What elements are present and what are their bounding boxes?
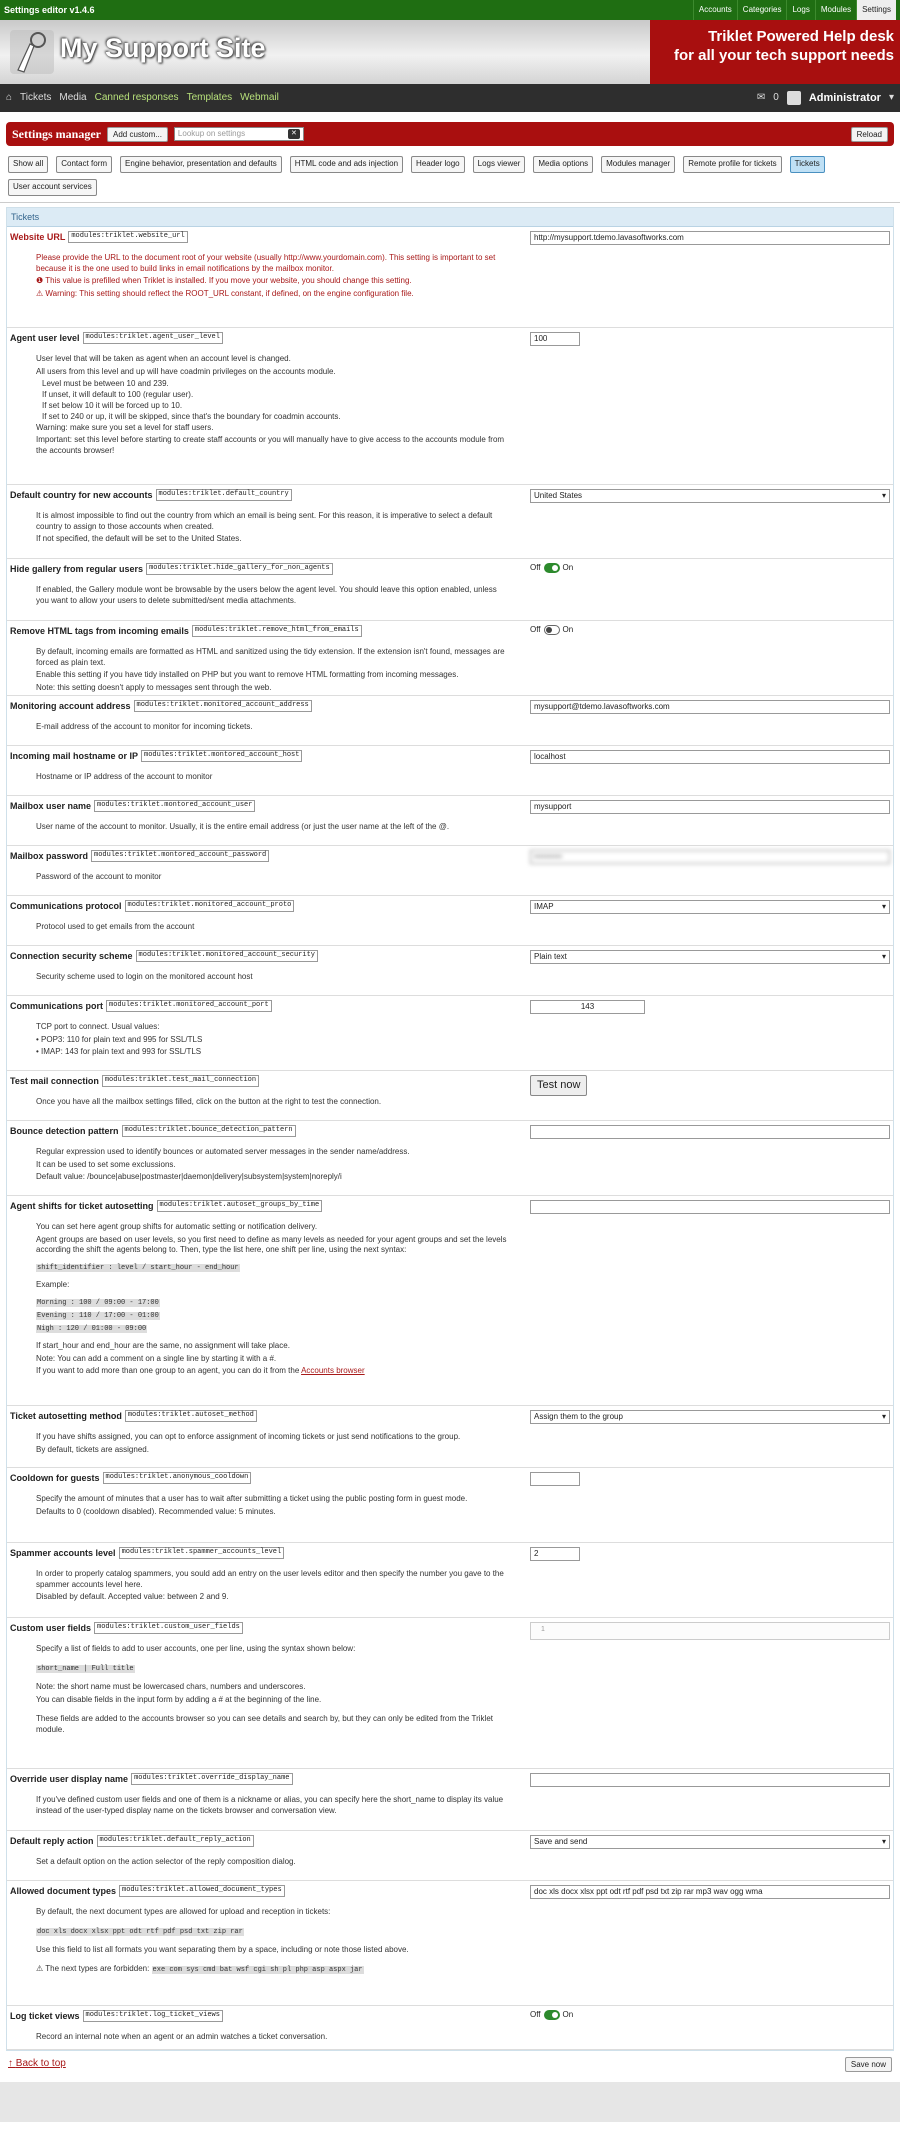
setting-label: Communications protocol [10,900,122,911]
desc-line: Agent groups are based on user levels, so you first need to define as many levels as needed for your agent groups and set the levels according the shift the agents belong to. Then, type the list here, one shift per line, using the next syntax: [36,1234,507,1255]
tab-modules-manager[interactable]: Modules manager [601,156,675,173]
desc-line: Warning: make sure you set a level for staff users. [36,422,214,432]
setting-key: modules:triklet.website_url [68,231,187,242]
desc-line: If you want to add more than one group to an agent, you can do it from the [36,1366,300,1376]
home-icon[interactable]: ⌂ [6,92,13,104]
page-footer [0,2051,900,2078]
search-placeholder: Lookup on settings [177,128,246,138]
setting-key: modules:triklet.montored_account_host [141,750,302,761]
setting-label: Connection security scheme [10,950,133,961]
reload-button[interactable]: Reload [851,127,888,142]
site-logo-icon[interactable] [8,26,56,76]
setting-key: modules:triklet.log_ticket_views [83,2010,223,2021]
add-custom-button[interactable]: Add custom... [107,127,168,142]
desc-line: Note: this setting doesn't apply to messages sent through the web. [36,683,272,693]
chevron-down-icon: ▾ [881,1836,886,1846]
tab-header-logo[interactable]: Header logo [411,156,465,173]
nav-webmail[interactable]: Webmail [240,92,279,104]
reply-action-select[interactable] [530,1835,890,1849]
setting-key: modules:triklet.autoset_groups_by_time [157,1200,323,1211]
setting-description [10,2022,510,2043]
chevron-down-icon: ▾ [881,901,886,911]
top-link-accounts[interactable]: Accounts [693,0,737,20]
promo-line-2: for all your tech support needs [673,46,894,64]
setting-description [10,1785,510,1817]
desc-line: Warning: This setting should reflect the ROOT_URL constant, if defined, on the engine configuration file. [45,289,414,299]
override-name-input[interactable] [530,1773,890,1787]
app-title: Settings editor v1.4.6 [4,4,95,15]
setting-description [10,1012,510,1058]
desc-line: You can disable fields in the input form by adding a # at the beginning of the line. [36,1694,322,1704]
setting-description [10,1559,510,1603]
desc-line: You can set here agent group shifts for automatic setting or notification delivery. [36,1221,318,1231]
desc-line: Important: set this level before starting to create staff accounts or you will manually have to give access to the accounts module from the accounts browser! [36,435,505,456]
remove-html-toggle[interactable] [530,625,890,636]
back-to-top-label: Back to top [15,2058,66,2070]
security-select[interactable] [530,950,890,964]
setting-cooldown [7,1468,893,1543]
toggle-off-label: Off [530,562,541,572]
accounts-browser-link[interactable]: Accounts browser [301,1366,365,1376]
desc-line: If start_hour and end_hour are the same, no assignment will take place. [36,1340,290,1350]
mailbox-user-input[interactable]: mysupport [530,800,890,814]
setting-label: Communications port [10,1000,104,1011]
select-value: United States [534,490,583,500]
warning-icon: ⚠ [36,289,46,299]
setting-description [10,862,510,883]
setting-key: modules:triklet.spammer_accounts_level [119,1547,285,1558]
setting-key: modules:triklet.hide_gallery_for_non_agents [146,563,333,574]
desc-line: TCP port to connect. Usual values: [36,1021,160,1031]
inbox-icon[interactable]: ✉ [756,92,766,104]
setting-autoset-method [7,1406,893,1468]
setting-description [10,712,510,733]
setting-label: Default country for new accounts [10,489,153,500]
setting-label: Agent shifts for ticket autosetting [10,1200,154,1211]
setting-key: modules:triklet.monitored_account_address [134,700,312,711]
chevron-down-icon[interactable]: ▾ [888,92,894,104]
chevron-down-icon: ▾ [881,1411,886,1421]
setting-label: Log ticket views [10,2010,80,2021]
toggle-on-label: On [562,2009,574,2019]
setting-description [10,1212,510,1377]
setting-security-scheme [7,946,893,996]
setting-label: Incoming mail hostname or IP [10,750,139,761]
setting-log-views [7,2006,893,2050]
autoset-method-select[interactable] [530,1410,890,1424]
desc-line: These fields are added to the accounts browser so you can see details and search by, but they can only be edited from the Triklet module. [36,1713,494,1734]
desc-line: Set a default option on the action selector of the reply composition dialog. [36,1856,296,1866]
setting-description [10,1484,510,1518]
syntax-code: short_name | Full title [37,1664,134,1673]
desc-line: Protocol used to get emails from the account [36,921,195,931]
allowed-types-code: doc xls docx xlsx ppt odt rtf pdf psd txt zip rar [37,1927,243,1936]
desc-line: If set to 240 or up, it will be skipped, since that's the boundary for coadmin accounts. [42,411,341,421]
example-line: Nigh : 120 / 01:00 - 09:00 [37,1325,147,1334]
setting-description [10,501,510,545]
toggle-switch[interactable] [544,625,560,635]
tab-user-account-services[interactable]: User account services [8,179,97,196]
tab-show-all[interactable]: Show all [8,156,48,173]
top-link-modules[interactable]: Modules [815,0,856,20]
setting-mailbox-user [7,796,893,846]
avatar [787,91,801,105]
setting-label: Agent user level [10,332,80,343]
test-now-button[interactable]: Test now [530,1075,587,1096]
desc-line: In order to properly catalog spammers, you sould add an entry on the user levels editor and then specify the number you gave to the spammer accounts level here. [36,1568,504,1589]
protocol-select[interactable] [530,900,890,914]
setting-custom-fields [7,1618,893,1769]
setting-port [7,996,893,1071]
top-link-logs[interactable]: Logs [786,0,814,20]
main-nav [0,84,900,112]
spammer-level-input[interactable]: 2 [530,1547,580,1561]
setting-description [10,344,510,457]
top-link-categories[interactable]: Categories [737,0,787,20]
setting-label: Override user display name [10,1773,129,1784]
desc-line: By default, incoming emails are formatted as HTML and sanitized using the tidy extension. If the extension isn't found, messages are forced as plain text. [36,646,505,667]
desc-line: Note: You can add a comment on a single line by starting it with a #. [36,1353,277,1363]
example-line: Morning : 100 / 09:00 - 17:00 [37,1298,159,1307]
setting-key: modules:triklet.override_display_name [131,1773,292,1784]
toggle-on-label: On [562,562,574,572]
select-value: IMAP [534,901,554,911]
setting-description [10,1137,510,1183]
toggle-off-label: Off [530,624,541,634]
monitoring-address-input[interactable]: mysupport@tdemo.lavasoftworks.com [530,700,890,714]
setting-label: Mailbox user name [10,800,92,811]
top-links [693,0,896,20]
setting-key: modules:triklet.default_reply_action [97,1835,254,1846]
desc-line: If not specified, the default will be set to the United States. [36,534,242,544]
inbox-count: 0 [773,92,779,104]
setting-key: modules:triklet.allowed_document_types [119,1885,285,1896]
desc-line: Defaults to 0 (cooldown disabled). Recommended value: 5 minutes. [36,1506,276,1516]
toggle-switch[interactable] [544,2010,560,2020]
setting-mail-host [7,746,893,796]
setting-key: modules:triklet.anonymous_cooldown [103,1472,252,1483]
clear-search-icon[interactable]: ✕ [288,129,300,138]
setting-key: modules:triklet.monitored_account_proto [125,900,295,911]
top-bar [0,0,900,20]
promo-line-1: Triklet Powered Help desk [708,28,894,45]
setting-description [10,1634,510,1735]
setting-description [10,575,510,607]
setting-description [10,637,510,694]
desc-line: Password of the account to monitor [36,871,162,881]
setting-spammer-level [7,1543,893,1618]
desc-line: Use this field to list all formats you want separating them by a space, including or note those listed above. [36,1945,409,1955]
tickets-settings-panel [6,207,894,2051]
tab-engine-behavior[interactable]: Engine behavior, presentation and defaults [120,156,282,173]
website-url-input[interactable]: http://mysupport.tdemo.lavasoftworks.com [530,231,890,245]
tab-html-code[interactable]: HTML code and ads injection [290,156,403,173]
desc-line: Example: [36,1279,70,1289]
settings-search-input[interactable] [174,127,304,141]
info-icon: ❶ [36,276,46,286]
chevron-down-icon: ▾ [881,951,886,961]
setting-hide-gallery [7,559,893,621]
setting-description [10,1422,510,1456]
toggle-off-label: Off [530,2009,541,2019]
desc-line: Enable this setting if you have tidy installed on PHP but you want to remove HTML formatting from incoming messages. [36,670,459,680]
setting-bounce-pattern [7,1121,893,1196]
desc-line: Disabled by default. Accepted value: between 2 and 9. [36,1592,229,1602]
setting-label: Allowed document types [10,1885,117,1896]
desc-line: Note: the short name must be lowercased chars, numbers and underscores. [36,1682,306,1692]
setting-agent-level [7,328,893,485]
mail-host-input[interactable]: localhost [530,750,890,764]
setting-key: modules:triklet.monitored_account_security [136,950,318,961]
desc-line: It can be used to set some exclussions. [36,1159,176,1169]
desc-line: Record an internal note when an agent or an admin watches a ticket conversation. [36,2031,328,2041]
select-value: Assign them to the group [534,1411,623,1421]
agent-shifts-input[interactable] [530,1200,890,1214]
settings-tabs [0,150,900,203]
desc-line: Specify the amount of minutes that a user has to wait after submitting a ticket using the public posting form in guest mode. [36,1493,468,1503]
nav-tickets[interactable]: Tickets [20,92,52,104]
desc-line: User level that will be taken as agent when an account level is changed. [36,353,291,363]
warning-icon: ⚠ [36,1963,46,1973]
desc-line: Security scheme used to login on the monitored account host [36,971,253,981]
setting-remove-html [7,621,893,696]
toggle-on-label: On [562,624,574,634]
desc-line: Level must be between 10 and 239. [42,379,169,389]
desc-line: The next types are forbidden: [45,1963,150,1973]
bottom-band [0,2082,900,2122]
back-to-top-link[interactable] [8,2057,66,2071]
example-line: Evening : 110 / 17:00 - 01:00 [37,1311,159,1320]
setting-label: Website URL [10,231,66,242]
setting-label: Cooldown for guests [10,1472,100,1483]
port-input[interactable]: 143 [530,1000,645,1014]
forbidden-types-code: exe com sys cmd bat wsf cgi sh pl php asp aspx jar [152,1965,363,1974]
setting-description [10,812,510,833]
agent-level-input[interactable]: 100 [530,332,580,346]
setting-protocol [7,896,893,946]
toggle-switch[interactable] [544,563,560,573]
setting-agent-shifts [7,1196,893,1406]
page-title: Settings manager [12,126,101,141]
setting-override-name [7,1769,893,1831]
bounce-pattern-input[interactable] [530,1125,890,1139]
setting-label: Spammer accounts level [10,1547,116,1558]
save-now-button[interactable]: Save now [845,2057,892,2072]
log-views-toggle[interactable] [530,2010,890,2021]
nav-media[interactable]: Media [59,92,87,104]
desc-line: Specify a list of fields to add to user accounts, one per line, using the syntax shown below: [36,1643,356,1653]
setting-default-country [7,485,893,559]
tab-contact-form[interactable]: Contact form [56,156,112,173]
desc-line: If unset, it will default to 100 (regular user). [42,390,194,400]
chevron-down-icon: ▾ [881,490,886,500]
setting-description [10,1847,510,1868]
setting-mailbox-password [7,846,893,896]
setting-description [10,1087,510,1108]
desc-line: E-mail address of the account to monitor for incoming tickets. [36,721,253,731]
desc-line: If you've defined custom user fields and one of them is a nickname or alias, you can specify here the short_name to display its value instead of the user-typed display name on the tickets browser and conversation view. [36,1794,504,1815]
setting-reply-action [7,1831,893,1881]
nav-canned-responses[interactable]: Canned responses [94,92,179,104]
setting-label: Test mail connection [10,1075,99,1086]
setting-monitoring-address [7,696,893,746]
user-menu[interactable]: Administrator [808,91,881,104]
setting-key: modules:triklet.custom_user_fields [94,1622,243,1633]
desc-line: If set below 10 it will be forced up to 10. [42,401,183,411]
default-country-select[interactable] [530,489,890,503]
select-value: Plain text [534,951,567,961]
desc-line: By default, tickets are assigned. [36,1444,149,1454]
desc-line: It is almost impossible to find out the country from which an email is being sent. For this reason, it is imperative to select a default country to assign to those accounts when created. [36,510,493,531]
site-name[interactable]: My Support Site [60,33,266,63]
site-banner [0,20,900,84]
desc-line: This value is prefilled when Triklet is installed. If you move your website, you should change this setting. [45,276,412,286]
desc-line: By default, the next document types are allowed for upload and reception in tickets: [36,1906,331,1916]
custom-fields-textarea[interactable]: 1 [530,1622,890,1640]
setting-key: modules:triklet.autoset_method [125,1410,257,1421]
setting-website-url [7,227,893,328]
setting-description [10,962,510,983]
desc-line: Regular expression used to identify bounces or automated server messages in the sender name/address. [36,1146,410,1156]
tab-media-options[interactable]: Media options [533,156,593,173]
setting-key: modules:triklet.remove_html_from_emails [192,625,362,636]
setting-description [10,762,510,783]
nav-templates[interactable]: Templates [186,92,233,104]
desc-line: • IMAP: 143 for plain text and 993 for SSL/TLS [36,1047,202,1057]
setting-document-types [7,1881,893,2006]
setting-description [10,243,510,300]
section-title: Tickets [7,208,893,227]
setting-label: Ticket autosetting method [10,1410,122,1421]
promo-banner [650,20,900,84]
setting-label: Default reply action [10,1835,94,1846]
document-types-input[interactable]: doc xls docx xlsx ppt odt rtf pdf psd txt zip rar mp3 wav ogg wma [530,1885,890,1899]
setting-label: Mailbox password [10,850,89,861]
setting-key: modules:triklet.test_mail_connection [102,1075,259,1086]
tab-remote-profile[interactable]: Remote profile for tickets [683,156,781,173]
arrow-up-icon: ↑ [8,2058,16,2070]
setting-label: Remove HTML tags from incoming emails [10,625,189,636]
cooldown-input[interactable] [530,1472,580,1486]
desc-line: If you have shifts assigned, you can opt to enforce assignment of incoming tickets or just send notifications to the group. [36,1431,461,1441]
desc-line: Default value: /bounce|abuse|postmaster|daemon|delivery|subsystem|system|noreply/i [36,1172,342,1182]
setting-key: modules:triklet.montored_account_password [91,850,269,861]
tab-tickets[interactable]: Tickets [790,156,825,173]
tab-logs-viewer[interactable]: Logs viewer [473,156,526,173]
desc-line: Hostname or IP address of the account to monitor [36,771,213,781]
setting-test-mail [7,1071,893,1121]
setting-key: modules:triklet.montored_account_user [94,800,255,811]
setting-description [10,912,510,933]
settings-manager-bar [6,122,894,146]
desc-line: Once you have all the mailbox settings filled, click on the button at the right to test the connection. [36,1096,382,1106]
setting-label: Monitoring account address [10,700,131,711]
setting-label: Bounce detection pattern [10,1125,119,1136]
desc-line: If enabled, the Gallery module wont be browsable by the users below the agent level. You should leave this option enabled, unless you want to allow your users to delete submitted/sent media attachments. [36,584,497,605]
syntax-code: shift_identifier : level / start_hour - end_hour [37,1264,239,1273]
desc-line: User name of the account to monitor. Usually, it is the entire email address (or just the user name at the left of the @. [36,821,450,831]
select-value: Save and send [534,1836,588,1846]
setting-key: modules:triklet.default_country [156,489,292,500]
setting-key: modules:triklet.monitored_account_port [106,1000,272,1011]
setting-description [10,1897,510,1975]
setting-key: modules:triklet.agent_user_level [83,332,223,343]
desc-line: Please provide the URL to the document root of your website (usually http://www.yourdomain.com). This setting is important to set because it is the one used to build links in email notifications by the mailbox monitor. [36,252,496,273]
setting-key: modules:triklet.bounce_detection_pattern [122,1125,296,1136]
hide-gallery-toggle[interactable] [530,563,890,574]
desc-line: • POP3: 110 for plain text and 995 for SSL/TLS [36,1034,203,1044]
setting-label: Hide gallery from regular users [10,563,144,574]
desc-line: All users from this level and up will have coadmin privileges on the accounts module. [36,366,336,376]
mailbox-password-input[interactable]: •••••••••• [530,850,890,864]
top-link-settings[interactable]: Settings [856,0,896,20]
setting-label: Custom user fields [10,1622,92,1633]
